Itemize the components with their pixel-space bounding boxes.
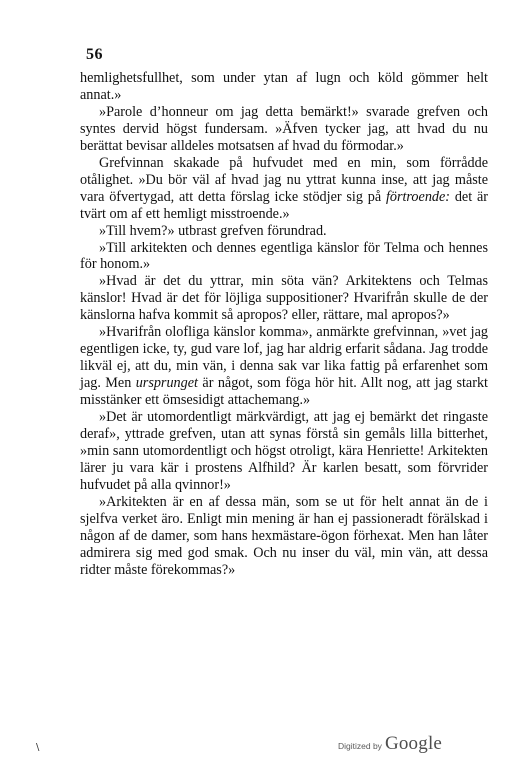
body-text [80, 70, 488, 579]
watermark-prefix: Digitized by [338, 741, 382, 751]
italic-word: ursprunget [135, 375, 198, 392]
paragraph-text: det är tvärt om af ett hemligt misstroende.» [80, 188, 488, 222]
paragraph [80, 155, 488, 223]
stray-mark: \ [36, 742, 40, 753]
paragraph-text: är något, som föga hör hit. Allt nog, att jag starkt misstänker ett ömsesidigt attachemang.» [80, 375, 488, 409]
paragraph: hemlighetsfullhet, som under ytan af lugn och köld gömmer helt annat.» [80, 70, 488, 103]
paragraph: »Till arkitekten och dennes egentliga känslor för Telma och hennes för honom.» [80, 239, 488, 273]
digitized-watermark [338, 733, 442, 755]
paragraph-text: »Hvarifrån olofliga känslor komma», anmärkte grefvinnan, »vet jag egentligen icke, ty, gud vare lof, jag har aldrig erfarit sådana. Jag trodde likväl ej, att du, min vän, i denna sak var lika fattig på erfarenhet som jag. Men [80, 324, 488, 392]
paragraph: »Arkitekten är en af dessa män, som se ut för helt annat än de i sjelfva verket äro. Enligt min mening är han ej passioneradt förälskad i någon af de damer, som hans hexmästare-ögon förhexat. Men han låter admirera sig med god smak. Och nu inser du väl, min vän, att dessa ridter måste förekommas?» [80, 493, 488, 578]
google-logo: Google [384, 733, 443, 754]
paragraph: »Det är utomordentligt märkvärdigt, att jag ej bemärkt det ringaste deraf», yttrade grefven, utan att synas förstå sin gemåls lilla bitterhet, »min sann utomordentligt och högst otroligt, kära Henriette! Arkitekten lärer ju vara kär i prostens Alfhild? Är karlen besatt, som förvrider hufvudet på alla qvinnor!» [80, 409, 488, 493]
page-number: 56 [86, 46, 103, 63]
paragraph [80, 324, 488, 409]
paragraph: »Till hvem?» utbrast grefven förundrad. [99, 222, 327, 239]
italic-word: förtroende: [385, 188, 451, 205]
paragraph: »Hvad är det du yttrar, min söta vän? Arkitektens och Telmas känslor! Hvad är det för löjliga suppositioner? Hvarifrån skulle de der känslorna hafva kommit så apropos? eller, rättare, mal apropos?» [80, 273, 488, 324]
paragraph: »Parole d’honneur om jag detta bemärkt!» svarade grefven och syntes dervid högst fundersam. »Äfven tycker jag, att hvad du nu berättat bevisar alldeles motsatsen af hvad du förmodar.» [80, 103, 488, 154]
paragraph-text: Grefvinnan skakade på hufvudet med en min, som förrådde otålighet. »Du bör väl af hvad jag nu yttrat kunna inse, att jag måste vara öfvertygad, att detta förslag icke stödjer sig på [80, 154, 488, 205]
